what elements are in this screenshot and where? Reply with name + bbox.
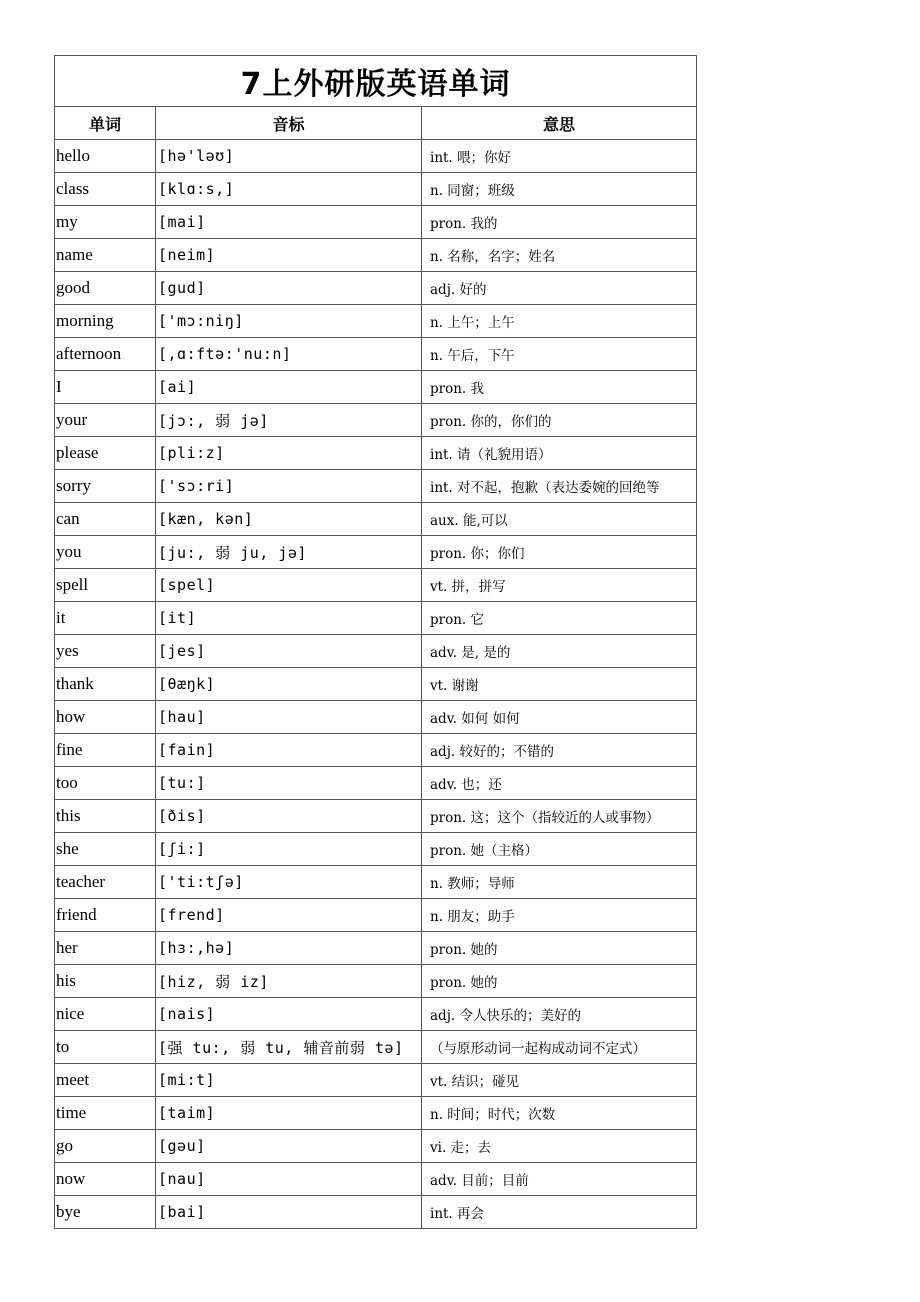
meaning-cell: n. 名称，名字；姓名	[422, 239, 697, 272]
word-cell: nice	[55, 998, 156, 1031]
meaning-cell: pron. 我的	[422, 206, 697, 239]
table-row	[55, 833, 697, 866]
table-row	[55, 734, 697, 767]
word-cell: afternoon	[55, 338, 156, 371]
meaning-cell: int. 再会	[422, 1196, 697, 1229]
word-cell: class	[55, 173, 156, 206]
phonetic-cell: [neim]	[156, 239, 422, 272]
phonetic-cell: [jɔ:, 弱 jə]	[156, 404, 422, 437]
vocabulary-table	[54, 55, 697, 1229]
word-cell: spell	[55, 569, 156, 602]
meaning-cell: int. 喂；你好	[422, 140, 697, 173]
phonetic-cell: [ai]	[156, 371, 422, 404]
word-cell: go	[55, 1130, 156, 1163]
word-cell: to	[55, 1031, 156, 1064]
table-row	[55, 1031, 697, 1064]
word-cell: your	[55, 404, 156, 437]
meaning-cell: pron. 你；你们	[422, 536, 697, 569]
table-row	[55, 1163, 697, 1196]
phonetic-cell: [klɑ:s,]	[156, 173, 422, 206]
table-row	[55, 470, 697, 503]
phonetic-cell: [pli:z]	[156, 437, 422, 470]
word-cell: morning	[55, 305, 156, 338]
meaning-cell: aux. 能,可以	[422, 503, 697, 536]
table-row	[55, 1064, 697, 1097]
column-header-phonetic: 音标	[156, 107, 422, 140]
word-cell: bye	[55, 1196, 156, 1229]
meaning-cell: n. 上午；上午	[422, 305, 697, 338]
table-row	[55, 338, 697, 371]
meaning-cell: adj. 较好的；不错的	[422, 734, 697, 767]
table-row	[55, 1130, 697, 1163]
meaning-cell: n. 同窗；班级	[422, 173, 697, 206]
word-cell: my	[55, 206, 156, 239]
phonetic-cell: [hɜ:,hə]	[156, 932, 422, 965]
meaning-cell: adv. 也；还	[422, 767, 697, 800]
phonetic-cell: [frend]	[156, 899, 422, 932]
table-row	[55, 239, 697, 272]
word-cell: thank	[55, 668, 156, 701]
phonetic-cell: [bai]	[156, 1196, 422, 1229]
phonetic-cell: ['sɔ:ri]	[156, 470, 422, 503]
table-row	[55, 140, 697, 173]
table-row	[55, 866, 697, 899]
word-cell: his	[55, 965, 156, 998]
phonetic-cell: [spel]	[156, 569, 422, 602]
phonetic-cell: [hiz, 弱 iz]	[156, 965, 422, 998]
table-row	[55, 1097, 697, 1130]
word-cell: can	[55, 503, 156, 536]
word-cell: I	[55, 371, 156, 404]
phonetic-cell: [ðis]	[156, 800, 422, 833]
header-row	[55, 107, 697, 140]
meaning-cell: n. 午后，下午	[422, 338, 697, 371]
meaning-cell: n. 时间；时代；次数	[422, 1097, 697, 1130]
meaning-cell: pron. 这；这个（指较近的人或事物）	[422, 800, 697, 833]
word-cell: how	[55, 701, 156, 734]
meaning-cell: adj. 令人快乐的；美好的	[422, 998, 697, 1031]
table-row	[55, 602, 697, 635]
table-row	[55, 701, 697, 734]
phonetic-cell: [hə'ləʊ]	[156, 140, 422, 173]
phonetic-cell: ['ti:tʃə]	[156, 866, 422, 899]
table-row	[55, 371, 697, 404]
meaning-cell: vt. 结识；碰见	[422, 1064, 697, 1097]
meaning-cell: vt. 拼，拼写	[422, 569, 697, 602]
phonetic-cell: [taim]	[156, 1097, 422, 1130]
meaning-cell: int. 对不起，抱歉（表达委婉的回绝等	[422, 470, 697, 503]
meaning-cell: pron. 她的	[422, 932, 697, 965]
meaning-cell: n. 朋友；助手	[422, 899, 697, 932]
table-row	[55, 899, 697, 932]
table-row	[55, 305, 697, 338]
table-row	[55, 503, 697, 536]
table-row	[55, 635, 697, 668]
phonetic-cell: [mi:t]	[156, 1064, 422, 1097]
word-cell: meet	[55, 1064, 156, 1097]
word-cell: hello	[55, 140, 156, 173]
phonetic-cell: [it]	[156, 602, 422, 635]
word-cell: too	[55, 767, 156, 800]
meaning-cell: n. 教师；导师	[422, 866, 697, 899]
phonetic-cell: [jes]	[156, 635, 422, 668]
word-cell: fine	[55, 734, 156, 767]
table-row	[55, 668, 697, 701]
meaning-cell: int. 请（礼貌用语）	[422, 437, 697, 470]
column-header-meaning: 意思	[422, 107, 697, 140]
table-row	[55, 206, 697, 239]
meaning-cell: adv. 目前；目前	[422, 1163, 697, 1196]
table-row	[55, 998, 697, 1031]
word-cell: sorry	[55, 470, 156, 503]
table-row	[55, 1196, 697, 1229]
page-title: 7上外研版英语单词	[55, 56, 697, 107]
table-row	[55, 272, 697, 305]
phonetic-cell: [,ɑ:ftə:'nu:n]	[156, 338, 422, 371]
word-cell: friend	[55, 899, 156, 932]
word-cell: now	[55, 1163, 156, 1196]
phonetic-cell: [ʃi:]	[156, 833, 422, 866]
meaning-cell: （与原形动词一起构成动词不定式）	[422, 1031, 697, 1064]
phonetic-cell: [ju:, 弱 ju, jə]	[156, 536, 422, 569]
word-cell: her	[55, 932, 156, 965]
phonetic-cell: [gəu]	[156, 1130, 422, 1163]
word-cell: this	[55, 800, 156, 833]
word-cell: name	[55, 239, 156, 272]
word-cell: please	[55, 437, 156, 470]
meaning-cell: pron. 它	[422, 602, 697, 635]
meaning-cell: pron. 她的	[422, 965, 697, 998]
phonetic-cell: [θæŋk]	[156, 668, 422, 701]
phonetic-cell: [强 tu:, 弱 tu, 辅音前弱 tə]	[156, 1031, 422, 1064]
word-cell: time	[55, 1097, 156, 1130]
table-body	[55, 140, 697, 1229]
table-row	[55, 767, 697, 800]
column-header-word: 单词	[55, 107, 156, 140]
table-row	[55, 437, 697, 470]
phonetic-cell: [fain]	[156, 734, 422, 767]
word-cell: good	[55, 272, 156, 305]
phonetic-cell: [mai]	[156, 206, 422, 239]
meaning-cell: pron. 她（主格）	[422, 833, 697, 866]
phonetic-cell: [kæn, kən]	[156, 503, 422, 536]
word-cell: teacher	[55, 866, 156, 899]
phonetic-cell: [hau]	[156, 701, 422, 734]
table-row	[55, 800, 697, 833]
meaning-cell: vi. 走；去	[422, 1130, 697, 1163]
table-row	[55, 404, 697, 437]
word-cell: she	[55, 833, 156, 866]
phonetic-cell: [nau]	[156, 1163, 422, 1196]
table-row	[55, 536, 697, 569]
phonetic-cell: [nais]	[156, 998, 422, 1031]
phonetic-cell: ['mɔ:niŋ]	[156, 305, 422, 338]
table-row	[55, 569, 697, 602]
meaning-cell: adj. 好的	[422, 272, 697, 305]
meaning-cell: adv. 如何 如何	[422, 701, 697, 734]
meaning-cell: pron. 我	[422, 371, 697, 404]
table-row	[55, 932, 697, 965]
phonetic-cell: [gud]	[156, 272, 422, 305]
word-cell: it	[55, 602, 156, 635]
meaning-cell: vt. 谢谢	[422, 668, 697, 701]
meaning-cell: adv. 是, 是的	[422, 635, 697, 668]
meaning-cell: pron. 你的，你们的	[422, 404, 697, 437]
word-cell: yes	[55, 635, 156, 668]
phonetic-cell: [tu:]	[156, 767, 422, 800]
word-cell: you	[55, 536, 156, 569]
table-row	[55, 173, 697, 206]
table-row	[55, 965, 697, 998]
title-row	[55, 56, 697, 107]
